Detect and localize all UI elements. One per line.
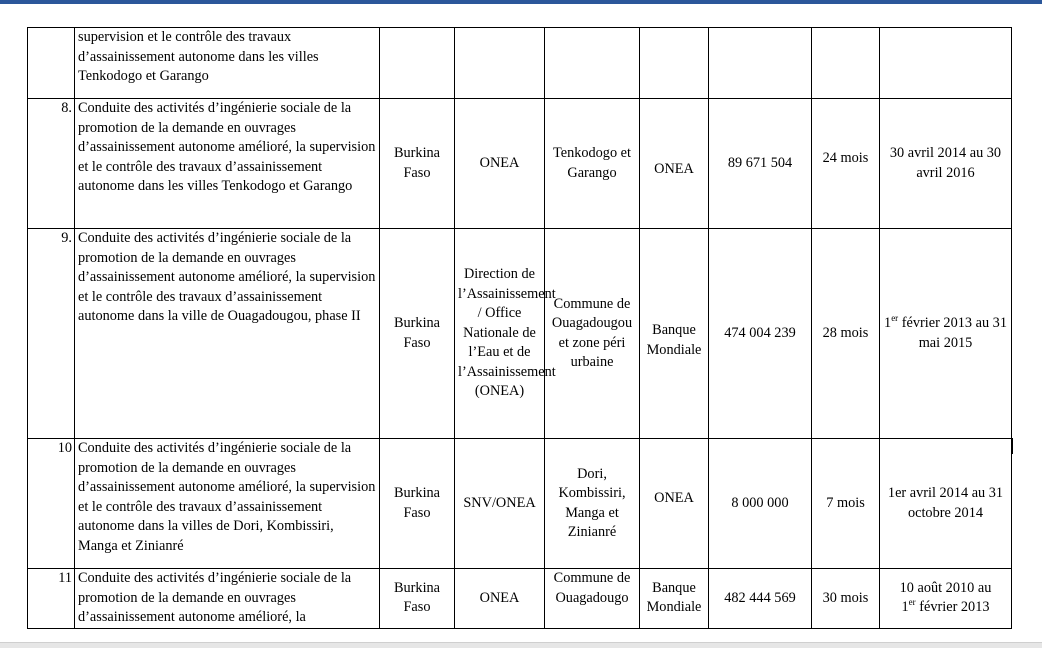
cell-client: ONEA xyxy=(455,569,545,629)
cell-amount xyxy=(709,28,812,99)
cell-funder: Banque Mondiale xyxy=(640,569,709,629)
window-bottom-edge xyxy=(0,642,1042,648)
cell-description: supervision et le contrôle des travaux d’assainissement autonome dans les villes Tenkodogo et Garango xyxy=(75,28,380,99)
cell-client: ONEA xyxy=(455,99,545,229)
table-row xyxy=(28,28,1012,99)
cell-number: 9. xyxy=(28,229,75,439)
cell-client: Direction de l’Assainissement / Office Nationale de l’Eau et de l’Assainissement (ONEA) xyxy=(455,229,545,439)
cell-amount: 8 000 000 xyxy=(709,439,812,569)
cell-number xyxy=(28,28,75,99)
cell-location xyxy=(545,28,640,99)
cell-location: Dori, Kombissiri, Manga et Zinianré xyxy=(545,439,640,569)
cell-country: Burkina Faso xyxy=(380,99,455,229)
period-ordinal: er xyxy=(908,597,916,608)
cell-funder: ONEA xyxy=(640,439,709,569)
cell-duration: 24 mois xyxy=(812,99,880,229)
period-rest: février 2013 xyxy=(915,599,990,616)
table-row xyxy=(28,439,1012,569)
cell-location: Tenkodogo et Garango xyxy=(545,99,640,229)
table-row xyxy=(28,229,1012,439)
cell-funder: ONEA xyxy=(640,99,709,229)
cell-location: Commune de Ouagadougo xyxy=(545,569,640,629)
text-cursor xyxy=(1012,438,1013,454)
cell-funder: Banque Mondiale xyxy=(640,229,709,439)
cell-number: 8. xyxy=(28,99,75,229)
cell-description: Conduite des activités d’ingénierie sociale de la promotion de la demande en ouvrages d’assainissement autonome amélioré, la supervision et le contrôle des travaux d’assainissement autonome dans les villes Tenkodogo et Garango xyxy=(75,99,380,229)
cell-description: Conduite des activités d’ingénierie sociale de la promotion de la demande en ouvrages d’assainissement autonome amélioré, la supervision et le contrôle des travaux d’assainissement autonome dans la ville de Ouagadougou, phase II xyxy=(75,229,380,439)
cell-amount: 482 444 569 xyxy=(709,569,812,629)
cell-country: Burkina Faso xyxy=(380,229,455,439)
cell-country: Burkina Faso xyxy=(380,569,455,629)
cell-amount: 474 004 239 xyxy=(709,229,812,439)
cell-amount: 89 671 504 xyxy=(709,99,812,229)
cell-country: Burkina Faso xyxy=(380,439,455,569)
cell-client xyxy=(455,28,545,99)
cell-duration: 28 mois xyxy=(812,229,880,439)
cell-country xyxy=(380,28,455,99)
cell-funder xyxy=(640,28,709,99)
cell-client: SNV/ONEA xyxy=(455,439,545,569)
cell-period: 1er avril 2014 au 31 octobre 2014 xyxy=(880,439,1012,569)
cell-location: Commune de Ouagadougou et zone péri urbaine xyxy=(545,229,640,439)
period-day: 1 xyxy=(884,315,892,331)
period-start: 10 août 2010 au xyxy=(899,579,992,596)
window-top-accent-bar xyxy=(0,0,1042,4)
cell-period xyxy=(880,229,1012,439)
period-day: 1 xyxy=(901,599,909,616)
references-table xyxy=(27,27,1012,629)
cell-number: 11 xyxy=(28,569,75,629)
cell-duration: 30 mois xyxy=(812,569,880,629)
cell-description: Conduite des activités d’ingénierie sociale de la promotion de la demande en ouvrages d’assainissement autonome amélioré, la supervision et le contrôle des travaux d’assainissement autonome dans la villes de Dori, Kombissiri, Manga et Zinianré xyxy=(75,439,380,569)
cell-period: 30 avril 2014 au 30 avril 2016 xyxy=(880,99,1012,229)
cell-duration: 7 mois xyxy=(812,439,880,569)
cell-period xyxy=(880,28,1012,99)
cell-number: 10 xyxy=(28,439,75,569)
table-row xyxy=(28,99,1012,229)
table-row xyxy=(28,569,1012,629)
cell-duration xyxy=(812,28,880,99)
period-ordinal: er xyxy=(891,313,899,324)
period-rest: février 2013 au 31 mai 2015 xyxy=(898,315,1007,351)
cell-period xyxy=(880,569,1012,629)
cell-description: Conduite des activités d’ingénierie sociale de la promotion de la demande en ouvrages d’assainissement autonome amélioré, la xyxy=(75,569,380,629)
